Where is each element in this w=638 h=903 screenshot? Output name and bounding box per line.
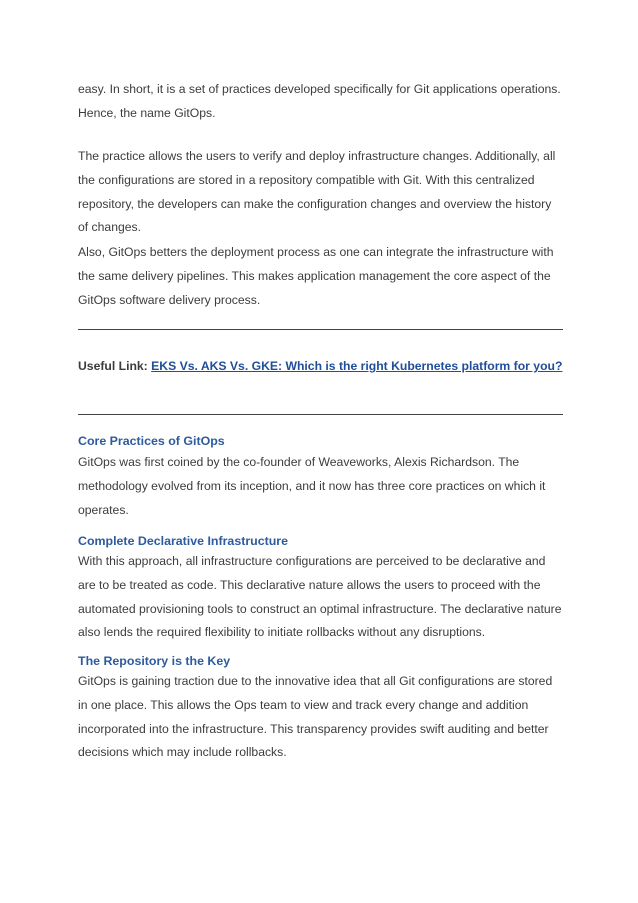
divider-top (78, 329, 563, 330)
useful-link-anchor[interactable]: EKS Vs. AKS Vs. GKE: Which is the right Kubernetes platform for you? (151, 359, 563, 373)
intro-paragraph-3: Also, GitOps betters the deployment process as one can integrate the infrastructure with the same delivery pipelines. This makes application management the core aspect of the GitOps software delivery process. (78, 245, 554, 307)
section-body-repository-key: GitOps is gaining traction due to the innovative idea that all Git configurations are stored in one place. This allows the Ops team to view and track every change and addition incorporated into the infrastructure. This transparency provides swift auditing and better decisions which may include rollbacks. (78, 674, 553, 760)
intro-paragraph-1: easy. In short, it is a set of practices developed specifically for Git applications operations. Hence, the name GitOps. (78, 82, 561, 120)
divider-bottom (78, 414, 563, 415)
useful-link-label: Useful Link: (78, 359, 152, 373)
section-body-declarative-infrastructure: With this approach, all infrastructure configurations are perceived to be declarative and are to be treated as code. This declarative nature allows the users to proceed with the automated provisioning tools to construct an optimal infrastructure. The declarative nature also lends the required flexibility to initiate rollbacks without any disruptions. (78, 554, 562, 640)
section-heading-repository-key: The Repository is the Key (78, 654, 231, 668)
useful-link-block (78, 355, 563, 379)
section-heading-declarative-infrastructure: Complete Declarative Infrastructure (78, 534, 289, 548)
section-heading-core-practices: Core Practices of GitOps (78, 434, 225, 448)
intro-paragraph-2: The practice allows the users to verify and deploy infrastructure changes. Additionally, all the configurations are stored in a repository compatible with Git. With this centralized repository, the developers can make the configuration changes and overview the history of changes. (78, 149, 556, 235)
section-body-core-practices: GitOps was first coined by the co-founder of Weaveworks, Alexis Richardson. The methodology evolved from its inception, and it now has three core practices on which it operates. (78, 455, 546, 517)
